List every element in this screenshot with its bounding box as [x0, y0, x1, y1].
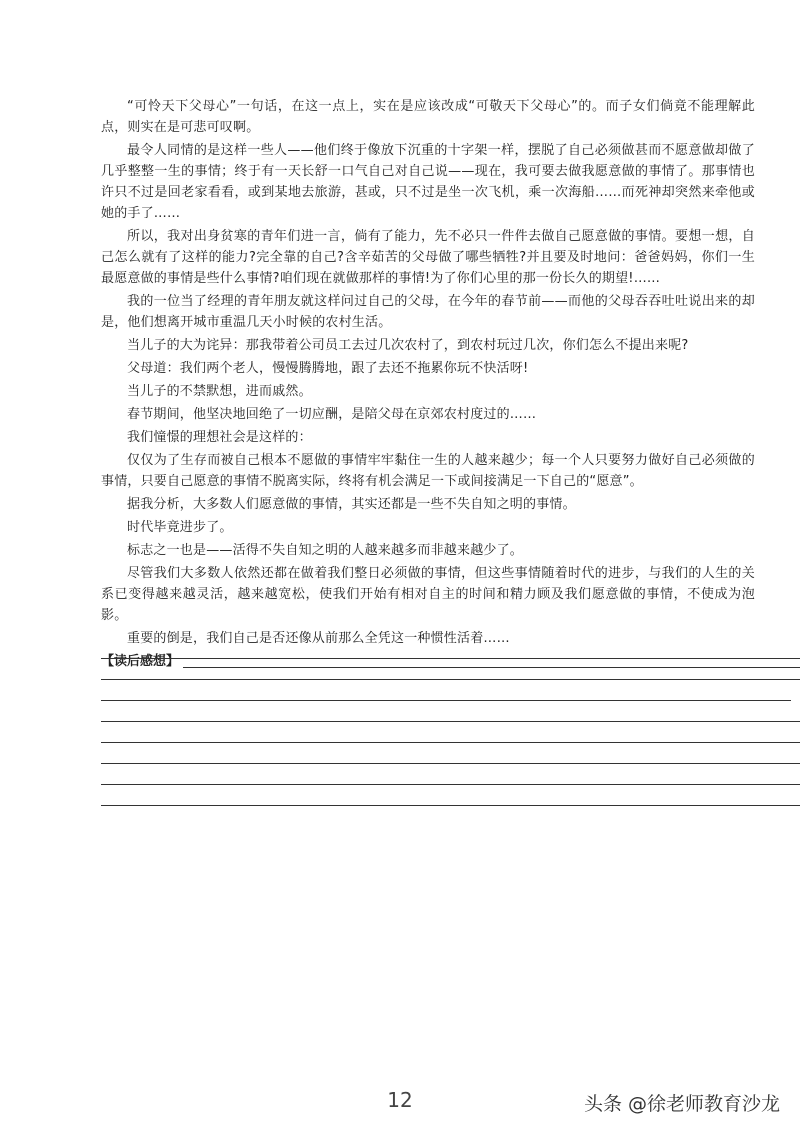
paragraph: 重要的倒是，我们自己是否还像从前那么全凭这一种惯性活着……	[127, 631, 510, 646]
writing-line[interactable]	[101, 679, 800, 680]
paragraph: 尽管我们大多数人依然还都在做着我们整日必须做的事情，但这些事情随着时代的进步，与我们的人生的关系已变得越来越灵活，越来越宽松，使我们开始有相对自主的时间和精力顾及我们愿意做的事情，不使成为泡影。	[101, 566, 755, 623]
watermark: 头条 @徐老师教育沙龙	[583, 1093, 780, 1115]
paragraph: 最令人同情的是这样一些人——他们终于像放下沉重的十字架一样，摆脱了自己必须做甚而不愿意做却做了几乎整整一生的事情；终于有一天长舒一口气自己对自己说——现在，我可要去做我愿意做的事情了。那事情也许只不过是回老家看看，或到某地去旅游，甚或，只不过是坐一次飞机，乘一次海船……而死神却突然来牵他或她的手了……	[101, 143, 755, 221]
writing-line[interactable]	[101, 700, 791, 701]
paragraph: 我们憧憬的理想社会是这样的：	[127, 430, 312, 445]
paragraph: 当儿子的大为诧异：那我带着公司员工去过几次农村了，到农村玩过几次，你们怎么不提出来呢?	[127, 338, 689, 353]
writing-line[interactable]	[101, 784, 800, 785]
writing-line[interactable]	[101, 805, 800, 806]
paragraph: 当儿子的不禁默想，进而戚然。	[127, 384, 312, 399]
page-number: 12	[387, 1088, 413, 1112]
paragraph: 标志之一也是——活得不失自知之明的人越来越多而非越来越少了。	[127, 543, 524, 558]
writing-line[interactable]	[101, 763, 800, 764]
paragraph: 父母道：我们两个老人，慢慢腾腾地，跟了去还不拖累你玩不快活呀!	[127, 361, 529, 376]
paragraph: 春节期间，他坚决地回绝了一切应酬，是陪父母在京郊农村度过的……	[127, 407, 537, 422]
article-body	[101, 96, 755, 672]
writing-line[interactable]	[101, 721, 800, 722]
paragraph: 仅仅为了生存而被自己根本不愿做的事情牢牢黏住一生的人越来越少；每一个人只要努力做好自己必须做的事情，只要自己愿意的事情不脱离实际，终将有机会满足一下或间接满足一下自己的“愿意”。	[101, 453, 755, 489]
paragraph: 所以，我对出身贫寒的青年们进一言，倘有了能力，先不必只一件件去做自己愿意做的事情。要想一想，自己怎么就有了这样的能力?完全靠的自己?含辛茹苦的父母做了哪些牺牲?并且要及时地问：爸爸妈妈，你们一生最愿意做的事情是些什么事情?咱们现在就做那样的事情!为了你们心里的那一份长久的期望!……	[101, 229, 755, 286]
reflection-label: 【读后感想】	[101, 654, 180, 669]
writing-line[interactable]	[101, 742, 800, 743]
paragraph: “可怜天下父母心”一句话，在这一点上，实在是应该改成“可敬天下父母心”的。而子女们倘竟不能理解此点，则实在是可悲可叹啊。	[101, 99, 755, 135]
writing-line[interactable]	[101, 658, 800, 659]
reflection-row	[101, 651, 755, 672]
paragraph: 时代毕竟进步了。	[127, 520, 233, 535]
paragraph: 我的一位当了经理的青年朋友就这样问过自己的父母，在今年的春节前——而他的父母吞吞吐吐说出来的却是，他们想离开城市重温几天小时候的农村生活。	[101, 294, 755, 330]
paragraph: 据我分析，大多数人们愿意做的事情，其实还都是一些不失自知之明的事情。	[127, 497, 576, 512]
writing-line[interactable]	[183, 667, 800, 668]
